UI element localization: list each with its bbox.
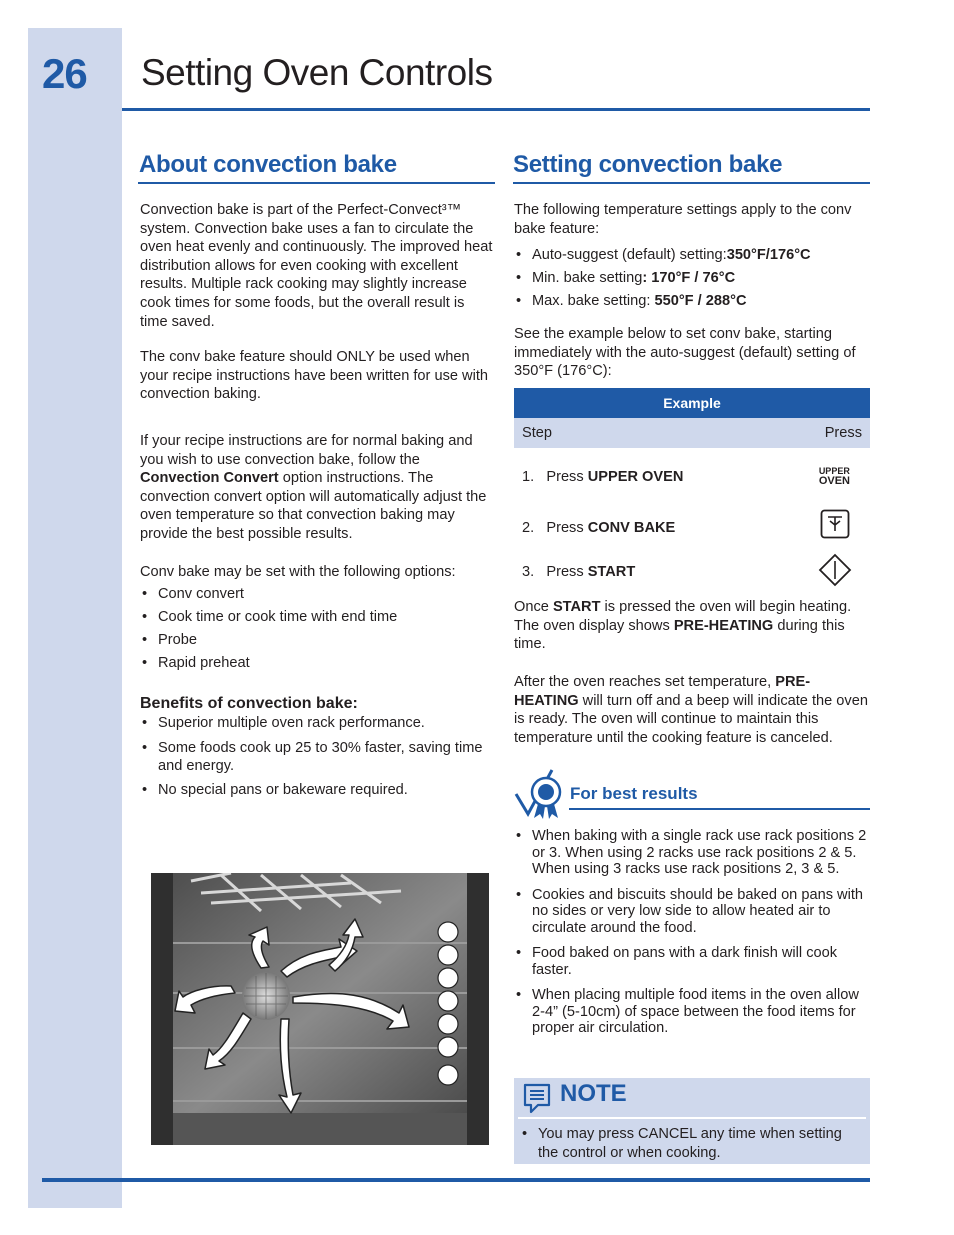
list-item: • Cook time or cook time with end time (140, 609, 495, 626)
about-paragraph-3: If your recipe instructions are for normal baking and you wish to use convection bake, follow the Convection Convert option instructions. The convection convert option will automatically adjust the oven temperature so that convection baking may provide the best possible results. (140, 433, 487, 542)
about-paragraph-1: Convection bake is part of the Perfect-Convect³™ system. Convection bake uses a fan to circulate the oven heat evenly and continuously. The improved heat distribution allows for even cooking with excellent results. Multiple rack cooking may slightly increase cook times for some foods, but the overall result is time saved. (140, 202, 493, 330)
list-item: • Rapid preheat (140, 655, 495, 672)
about-heading-rule (138, 182, 495, 184)
after-paragraph: After the oven reaches set temperature, PRE-HEATING will turn off and a beep will indicate the oven is ready. The oven will continue to maintain this temperature until the cooking feature is canceled. (514, 674, 868, 746)
step-cell: 1. Press UPPER OVEN (522, 469, 684, 485)
best-results-heading: For best results (570, 784, 698, 803)
example-table (514, 388, 870, 592)
setting-intro: The following temperature settings apply to the conv bake feature: (514, 202, 852, 237)
list-item: • You may press CANCEL any time when setting the control or when cooking. (520, 1125, 850, 1162)
options-intro: Conv bake may be set with the following options: (140, 564, 456, 580)
footer-divider (42, 1178, 870, 1182)
conv-bake-key-icon (780, 488, 870, 552)
note-title: NOTE (560, 1080, 627, 1107)
page-number: 26 (42, 50, 87, 97)
temperature-list (514, 247, 870, 310)
ribbon-check-icon (512, 764, 568, 820)
example-table-header (514, 418, 870, 448)
note-list (520, 1125, 850, 1162)
example-table-title: Example (514, 388, 870, 418)
table-row (514, 488, 870, 552)
list-item: • Min. bake setting: 170°F / 76°C (514, 270, 870, 287)
list-item: • Probe (140, 632, 495, 649)
options-list (140, 586, 495, 672)
start-key-icon (780, 552, 870, 592)
list-item: • Food baked on pans with a dark finish will cook faster. (514, 945, 872, 978)
benefits-list (140, 715, 495, 799)
press-column-header: Press (780, 418, 870, 448)
best-results-list (514, 828, 872, 1037)
step-cell: 3. Press START (522, 564, 636, 580)
table-row (514, 552, 870, 592)
step-column-header: Step (514, 418, 780, 448)
list-item: • Auto-suggest (default) setting:350°F/176°C (514, 247, 870, 264)
setting-heading: Setting convection bake (513, 151, 783, 178)
list-item: • Cookies and biscuits should be baked on pans with no sides or very low side to allow heated air to circulate around the food. (514, 887, 872, 937)
list-item: • Max. bake setting: 550°F / 288°C (514, 293, 870, 310)
list-item: • Some foods cook up 25 to 30% faster, saving time and energy. (140, 739, 495, 775)
note-divider (518, 1117, 866, 1119)
benefits-heading: Benefits of convection bake: (140, 695, 358, 712)
oven-fan-illustration (151, 873, 489, 1145)
table-row (514, 448, 870, 488)
best-results-rule (569, 808, 870, 810)
about-paragraph-2: The conv bake feature should ONLY be used when your recipe instructions have been written for use with convection baking. (140, 349, 488, 403)
note-icon (522, 1082, 552, 1114)
upper-oven-key-icon: UPPER OVEN (818, 466, 850, 487)
setting-heading-rule (513, 182, 870, 184)
list-item: • When placing multiple food items in the oven allow 2-4” (5-10cm) of space between the food items for proper air circulation. (514, 987, 872, 1037)
step-cell: 2. Press CONV BAKE (522, 520, 676, 536)
list-item: • Conv convert (140, 586, 495, 603)
list-item: • No special pans or bakeware required. (140, 782, 495, 799)
list-item: • Superior multiple oven rack performance. (140, 715, 495, 732)
page-sidebar (28, 28, 122, 1208)
list-item: • When baking with a single rack use rack positions 2 or 3. When using 2 racks use rack positions 2 & 5. When using 3 racks use rack positions 2, 3 & 5. (514, 828, 872, 878)
start-paragraph: Once START is pressed the oven will begin heating. The oven display shows PRE-HEATING during this time. (514, 599, 852, 653)
about-heading: About convection bake (139, 151, 397, 178)
page-title: Setting Oven Controls (141, 52, 493, 93)
example-intro: See the example below to set conv bake, starting immediately with the auto-suggest (default) setting of 350°F (176°C): (514, 326, 856, 380)
title-divider (122, 108, 870, 111)
